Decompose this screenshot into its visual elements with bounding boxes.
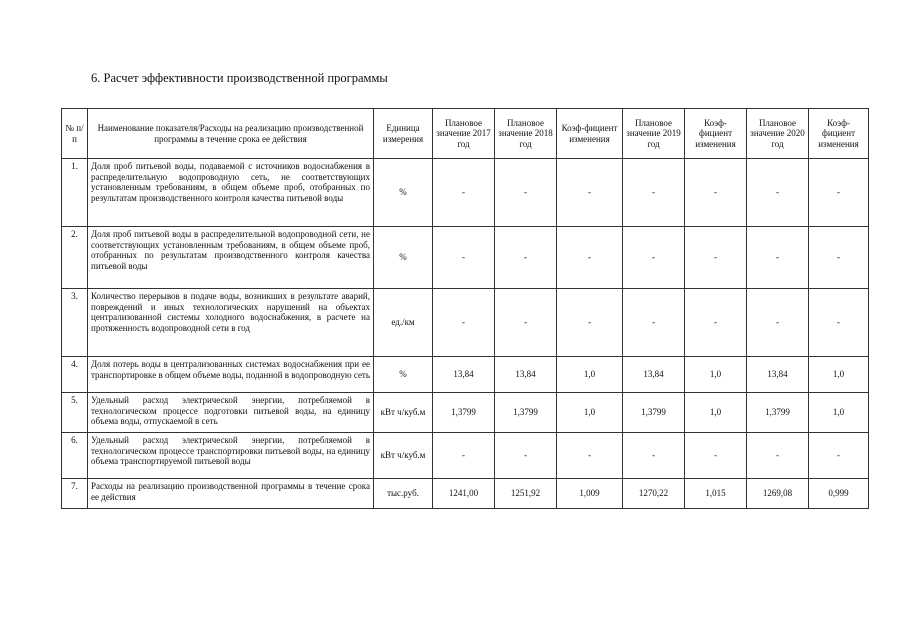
unit-cell: тыс.руб. xyxy=(374,479,433,509)
plan-2018-cell: 1,3799 xyxy=(495,393,557,433)
plan-2017-cell: 13,84 xyxy=(433,357,495,393)
coef-2018-cell: 1,0 xyxy=(557,393,623,433)
table-row xyxy=(62,227,869,289)
plan-2019-cell: - xyxy=(623,159,685,227)
table-row xyxy=(62,159,869,227)
table-row xyxy=(62,479,869,509)
plan-2019-cell: 1270,22 xyxy=(623,479,685,509)
plan-2017-cell: 1241,00 xyxy=(433,479,495,509)
row-number: 1. xyxy=(62,159,88,227)
plan-2020-cell: - xyxy=(747,159,809,227)
plan-2020-cell: 1269,08 xyxy=(747,479,809,509)
coef-2018-cell: - xyxy=(557,289,623,357)
indicator-name: Доля проб питьевой воды в распределительной водопроводной сети, не соответствующих установленным требованиям, в общем объеме проб, отобранных по результатам производственного контроля качества питьевой воды xyxy=(88,227,374,289)
row-number: 7. xyxy=(62,479,88,509)
row-number: 2. xyxy=(62,227,88,289)
coef-2018-cell: 1,009 xyxy=(557,479,623,509)
coef-2020-cell: - xyxy=(809,159,869,227)
coef-2020-cell: - xyxy=(809,227,869,289)
plan-2019-cell: 13,84 xyxy=(623,357,685,393)
unit-cell: % xyxy=(374,227,433,289)
plan-2019-cell: - xyxy=(623,227,685,289)
plan-2018-cell: - xyxy=(495,433,557,479)
coef-2018-cell: - xyxy=(557,159,623,227)
coef-2018-cell: 1,0 xyxy=(557,357,623,393)
table-row xyxy=(62,357,869,393)
plan-2018-cell: 1251,92 xyxy=(495,479,557,509)
coef-2019-cell: 1,015 xyxy=(685,479,747,509)
plan-2018-cell: - xyxy=(495,289,557,357)
header-unit: Единица измерения xyxy=(374,109,433,159)
plan-2018-cell: - xyxy=(495,159,557,227)
plan-2019-cell: - xyxy=(623,289,685,357)
coef-2019-cell: 1,0 xyxy=(685,393,747,433)
unit-cell: % xyxy=(374,357,433,393)
coef-2019-cell: - xyxy=(685,159,747,227)
coef-2019-cell: 1,0 xyxy=(685,357,747,393)
table-row xyxy=(62,393,869,433)
row-number: 4. xyxy=(62,357,88,393)
coef-2020-cell: - xyxy=(809,433,869,479)
coef-2020-cell: 1,0 xyxy=(809,357,869,393)
indicator-name: Доля потерь воды в централизованных системах водоснабжения при ее транспортировке в общем объеме воды, поданной в водопроводную сеть xyxy=(88,357,374,393)
unit-cell: ед./км xyxy=(374,289,433,357)
indicator-name: Удельный расход электрической энергии, потребляемой в технологическом процессе подготовки питьевой воды, на единицу объема воды, отпускаемой в сеть xyxy=(88,393,374,433)
row-number: 5. xyxy=(62,393,88,433)
plan-2017-cell: - xyxy=(433,227,495,289)
efficiency-table xyxy=(61,108,869,509)
coef-2019-cell: - xyxy=(685,433,747,479)
header-plan-2018: Плановое значение 2018 год xyxy=(495,109,557,159)
table-row xyxy=(62,289,869,357)
unit-cell: % xyxy=(374,159,433,227)
coef-2019-cell: - xyxy=(685,289,747,357)
table-row xyxy=(62,433,869,479)
coef-2019-cell: - xyxy=(685,227,747,289)
header-coef-2018: Коэф-фициент изменения xyxy=(557,109,623,159)
plan-2019-cell: - xyxy=(623,433,685,479)
unit-cell: кВт ч/куб.м xyxy=(374,393,433,433)
indicator-name: Удельный расход электрической энергии, потребляемой в технологическом процессе транспортировки питьевой воды, на единицу объема транспортируемой питьевой воды xyxy=(88,433,374,479)
coef-2018-cell: - xyxy=(557,433,623,479)
plan-2017-cell: 1,3799 xyxy=(433,393,495,433)
indicator-name: Доля проб питьевой воды, подаваемой с источников водоснабжения в распределительную водопроводную сеть, не соответствующих установленным требованиям, в общем объеме проб, отобранных по результатам производственного контроля качества питьевой воды xyxy=(88,159,374,227)
row-number: 6. xyxy=(62,433,88,479)
header-plan-2020: Плановое значение 2020 год xyxy=(747,109,809,159)
plan-2020-cell: 1,3799 xyxy=(747,393,809,433)
plan-2020-cell: - xyxy=(747,433,809,479)
plan-2020-cell: 13,84 xyxy=(747,357,809,393)
header-plan-2017: Плановое значение 2017 год xyxy=(433,109,495,159)
plan-2018-cell: 13,84 xyxy=(495,357,557,393)
header-plan-2019: Плановое значение 2019 год xyxy=(623,109,685,159)
plan-2020-cell: - xyxy=(747,289,809,357)
header-name: Наименование показателя/Расходы на реализацию производственной программы в течение срока ее действия xyxy=(88,109,374,159)
coef-2020-cell: 1,0 xyxy=(809,393,869,433)
plan-2017-cell: - xyxy=(433,159,495,227)
plan-2017-cell: - xyxy=(433,289,495,357)
plan-2020-cell: - xyxy=(747,227,809,289)
plan-2019-cell: 1,3799 xyxy=(623,393,685,433)
coef-2020-cell: 0,999 xyxy=(809,479,869,509)
indicator-name: Расходы на реализацию производственной программы в течение срока ее действия xyxy=(88,479,374,509)
header-coef-2020: Коэф-фициент изменения xyxy=(809,109,869,159)
indicator-name: Количество перерывов в подаче воды, возникших в результате аварий, повреждений и иных технологических нарушений на объектах централизованной системы холодного водоснабжения, в расчете на протяженность водопроводной сети в год xyxy=(88,289,374,357)
section-heading: 6. Расчет эффективности производственной программы xyxy=(91,71,388,85)
header-coef-2019: Коэф-фициент изменения xyxy=(685,109,747,159)
plan-2017-cell: - xyxy=(433,433,495,479)
header-row xyxy=(62,109,869,159)
row-number: 3. xyxy=(62,289,88,357)
header-num: № п/п xyxy=(62,109,88,159)
coef-2020-cell: - xyxy=(809,289,869,357)
unit-cell: кВт ч/куб.м xyxy=(374,433,433,479)
plan-2018-cell: - xyxy=(495,227,557,289)
coef-2018-cell: - xyxy=(557,227,623,289)
